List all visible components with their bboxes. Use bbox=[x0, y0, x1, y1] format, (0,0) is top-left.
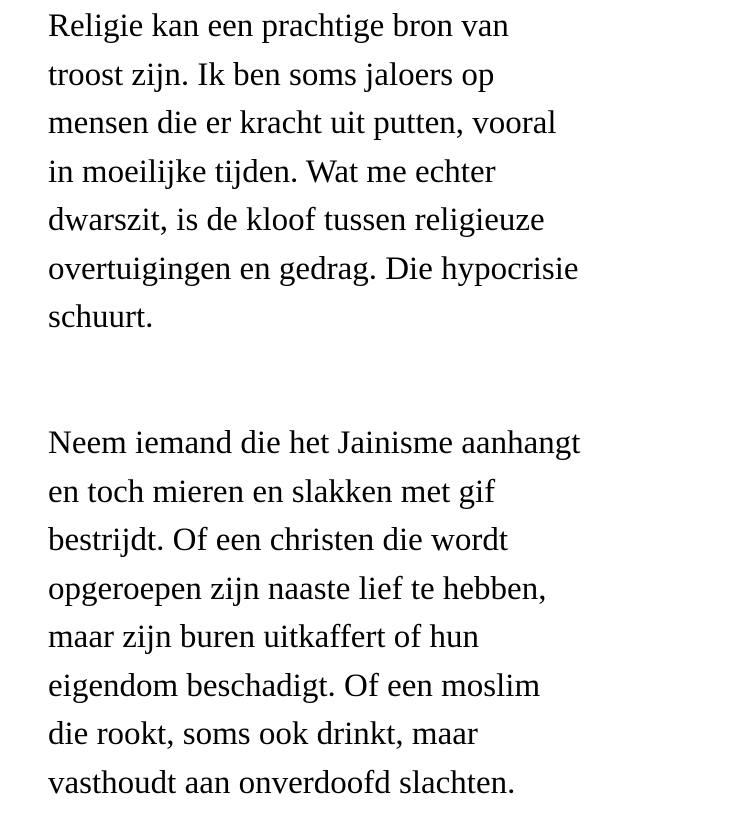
text-line: mensen die er kracht uit putten, vooral bbox=[48, 105, 557, 141]
paragraph-1 bbox=[48, 2, 579, 342]
text-line: schuurt. bbox=[48, 299, 154, 335]
text-line: maar zijn buren uitkaffert of hun bbox=[48, 619, 479, 655]
text-line: eigendom beschadigt. Of een moslim bbox=[48, 667, 541, 704]
text-line: vasthoudt aan onverdoofd slachten. bbox=[48, 764, 516, 801]
text-line: dwarszit, is de kloof tussen religieuze bbox=[48, 202, 545, 238]
document-page bbox=[48, 0, 738, 833]
text-line: en toch mieren en slakken met gif bbox=[48, 473, 496, 510]
text-line: bestrijdt. Of een christen die wordt bbox=[48, 522, 509, 558]
text-line: die rookt, soms ook drinkt, maar bbox=[48, 716, 478, 752]
text-line: opgeroepen zijn naaste lief te hebben, bbox=[48, 570, 547, 607]
text-line: Religie kan een prachtige bron van bbox=[48, 8, 509, 44]
paragraph-2 bbox=[48, 419, 580, 807]
text-line: overtuigingen en gedrag. Die hypocrisie bbox=[48, 250, 579, 287]
text-line: troost zijn. Ik ben soms jaloers op bbox=[48, 56, 495, 93]
text-line: in moeilijke tijden. Wat me echter bbox=[48, 153, 496, 190]
text-line: Neem iemand die het Jainisme aanhangt bbox=[48, 425, 581, 461]
